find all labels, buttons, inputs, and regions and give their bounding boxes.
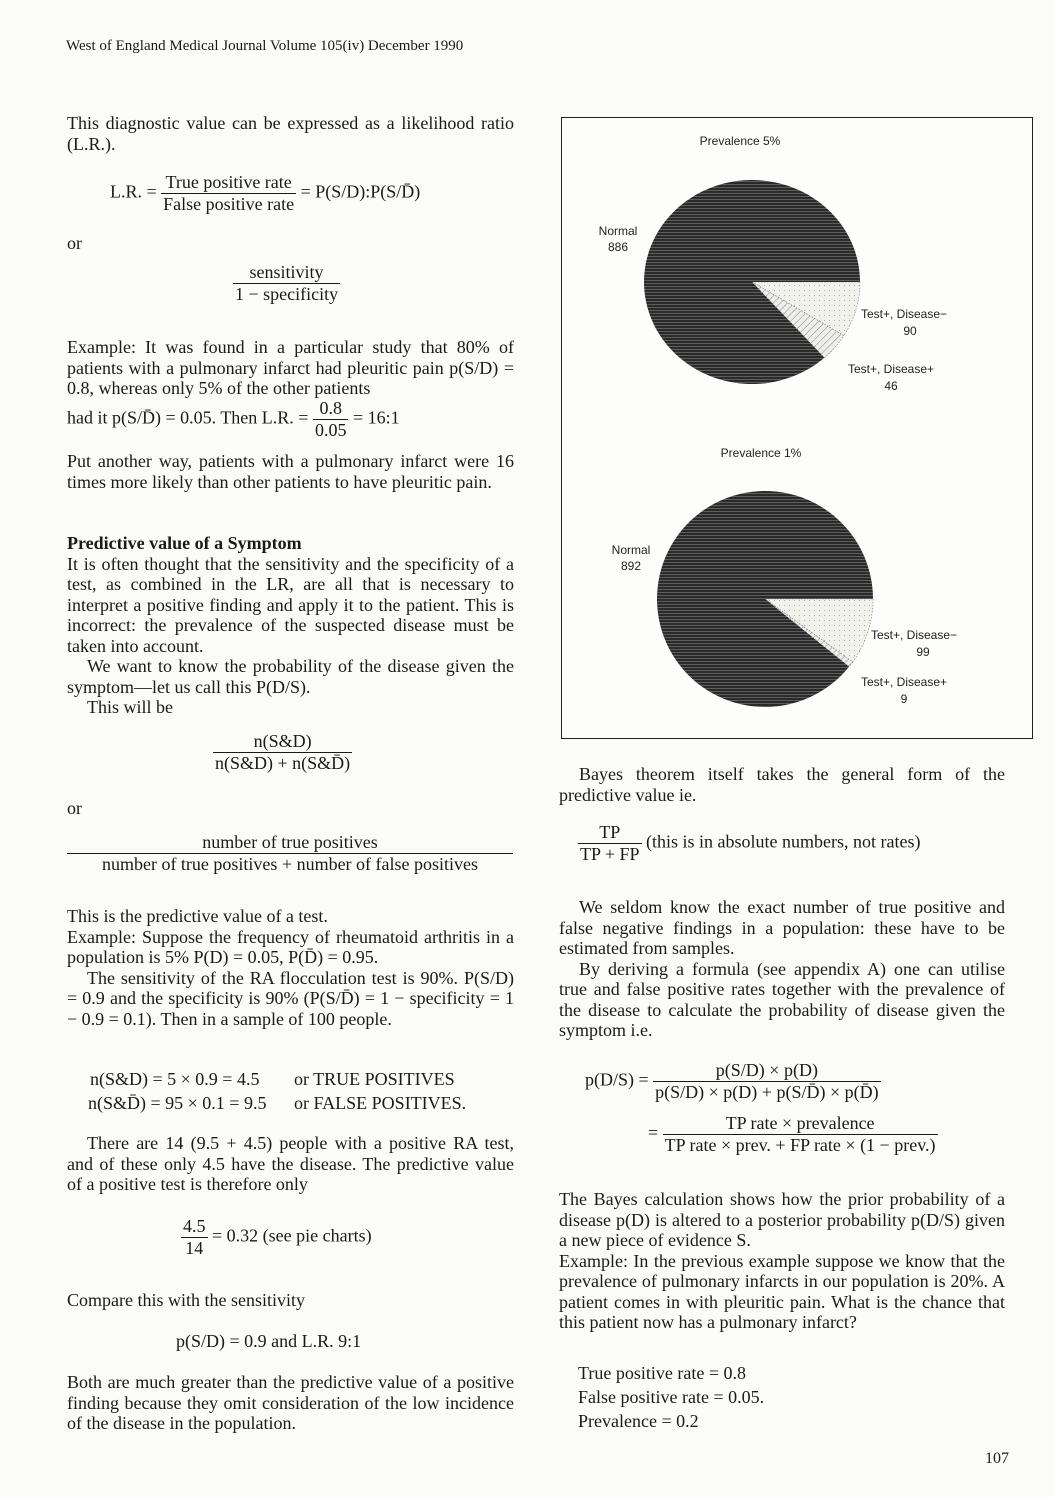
pie1-value-normal: 886 (607, 240, 629, 254)
pie-charts-figure (561, 117, 1033, 739)
pie1-value-tp: 46 (884, 379, 898, 393)
pie1-value-fp: 90 (903, 324, 917, 338)
lr-intro: This diagnostic value can be expressed as a likelihood ratio (L.R.). (67, 113, 514, 154)
page-number: 107 (985, 1450, 1009, 1467)
pie2-slice-normal (657, 491, 873, 707)
pie1-title: Prevalence 5% (699, 134, 781, 148)
pie-charts-svg (562, 118, 1032, 738)
bayes-intro: Bayes theorem itself takes the general form of the predictive value ie. (559, 764, 1005, 805)
bayes-explanation: The Bayes calculation shows how the prior probability of a disease p(D) is altered to a posterior probability p(D/S) given a new piece of evidence S. Example: In the previous example suppose we know that the prevalence of pulmonary infarcts in our population is 20%. A patient comes in with pleuritic pain. What is the chance that this patient now has a pulmonary infarct? (559, 1189, 1005, 1332)
pie1-label-normal: Normal (598, 224, 638, 238)
pie2-label-fp: Test+, Disease− (870, 628, 958, 642)
pie2-value-normal: 892 (620, 559, 642, 573)
example-values (578, 1361, 764, 1433)
pie2-value-fp: 99 (916, 645, 930, 659)
false-positives-label: or FALSE POSITIVES. (294, 1093, 467, 1113)
or-label: or (67, 233, 82, 253)
section-heading: Predictive value of a Symptom (67, 533, 302, 553)
compare-text: Compare this with the sensitivity (67, 1290, 305, 1310)
pie2 (657, 491, 873, 707)
ra-predictive-text: There are 14 (9.5 + 4.5) people with a positive RA test, and of these only 4.5 have the disease. The predictive value of a positive test is therefore only (67, 1133, 514, 1194)
estimation-text: We seldom know the exact number of true positive and false negative findings in a population: these have to be estimated from samples. By deriving a formula (see appendix A) one can utilise true and false positive rates together with the prevalence of the disease to calculate the probability of disease given the symptom i.e. (559, 897, 1005, 1040)
lr-example-equation: had it p(S/D̄) = 0.05. Then L.R. = $\frac{0.8}{0.05}$ = 16:1 (67, 398, 400, 440)
or-label-2: or (67, 798, 82, 818)
pie1 (644, 180, 860, 384)
compare-eq: p(S/D) = 0.9 and L.R. 9:1 (176, 1331, 362, 1351)
tp-fp-fraction: $\frac{TP}{TP + FP}$ (this is in absolute numbers, not rates) (580, 822, 921, 864)
tp-rate-value: True positive rate = 0.8 (578, 1363, 746, 1383)
ra-example: This is the predictive value of a test. Example: Suppose the frequency of rheumatoid arthritis in a population is 5% P(D) = 0.05, P(D̄) = 0.95. The sensitivity of the RA flocculation test is 90%. P(S/D) = 0.9 and the specificity is 90% (P(S/D̄) = 1 − specificity = 1 − 0.9 = 0.1). Then in a sample of 100 people. (67, 906, 514, 1029)
pie1-label-fp: Test+, Disease− (860, 307, 948, 321)
pie2-label-normal: Normal (611, 543, 651, 557)
section-predictive-value: Predictive value of a Symptom It is often thought that the sensitivity and the specificity of a test, as combined in the LR, are all that is necessary to interpret a positive finding and apply it to the patient. This is incorrect: the prevalence of the suspected disease must be taken into account. We want to know the probability of the disease given the symptom—let us call this P(D/S). This will be (67, 533, 514, 717)
pie1-label-tp: Test+, Disease+ (847, 362, 935, 376)
lr-interpretation: Put another way, patients with a pulmonary infarct were 16 times more likely than other patients to have pleuritic pain. (67, 451, 514, 492)
predictive-value-eq: $\frac{4.5}{14}$ = 0.32 (see pie charts) (183, 1216, 372, 1258)
fp-rate-value: False positive rate = 0.05. (578, 1387, 765, 1407)
bayes-formula-rates: = $\frac{\text{TP rate × prevalence}}{\text{TP rate × prev. + FP rate × (1 − prev.)}}$ (648, 1113, 936, 1155)
false-positives-eq: n(S&D̄) = 95 × 0.1 = 9.5 (88, 1093, 267, 1113)
bayes-formula: p(D/S) = $\frac{p(S/D) \times p(D)}{p(S/D) \times p(D) + p(S/D̄) \times p(D̄)}$ (585, 1060, 879, 1102)
pie2-value-tp: 9 (900, 692, 908, 706)
lr-equation: L.R. = $\frac{\text{True positive rate}}{\text{False positive rate}}$ = P(S/D):P(S/D̄) (110, 172, 421, 214)
sens-spec-fraction: $\frac{\text{sensitivity}}{\text{1 − specificity}}$ (235, 262, 339, 304)
true-positives-eq: n(S&D) = 5 × 0.9 = 4.5 (90, 1069, 260, 1089)
true-positives-label: or TRUE POSITIVES (294, 1069, 455, 1089)
journal-header: West of England Medical Journal Volume 105(iv) December 1990 (66, 38, 464, 54)
pie2-label-tp: Test+, Disease+ (860, 675, 948, 689)
true-positive-fraction: $\frac{\text{number of true positives}}{\text{number of true positives + number of false positives}}$ (67, 832, 513, 875)
prevalence-value: Prevalence = 0.2 (578, 1411, 699, 1431)
pie2-title: Prevalence 1% (720, 446, 802, 460)
nsd-fraction: $\frac{n(S\&D)}{n(S\&D) + n(S\&D̄)}$ (215, 731, 351, 773)
conclusion-text: Both are much greater than the predictive value of a positive finding because they omit consideration of the low incidence of the disease in the population. (67, 1372, 514, 1433)
lr-example: Example: It was found in a particular study that 80% of patients with a pulmonary infarct had pleuritic pain p(S/D) = 0.8, whereas only 5% of the other patients (67, 337, 514, 398)
